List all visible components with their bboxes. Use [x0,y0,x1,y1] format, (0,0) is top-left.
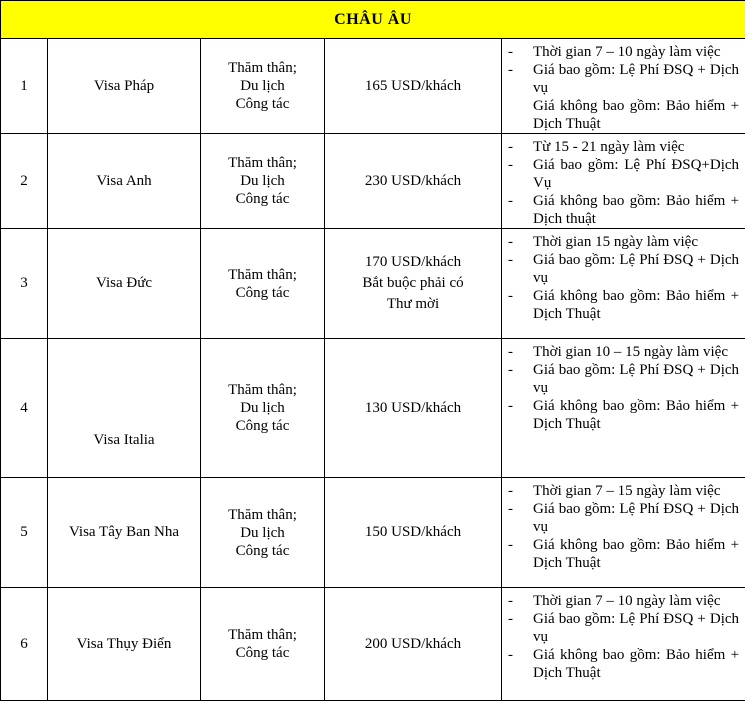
visa-notes [502,134,745,229]
bullet-dash: - [506,361,533,397]
row-number: 2 [1,134,48,229]
visa-name: Visa Tây Ban Nha [48,478,201,588]
notes-item [506,397,739,433]
notes-item [506,61,739,97]
notes-item [506,536,739,572]
purpose-line: Công tác [201,542,324,560]
notes-text: Giá không bao gồm: Bảo hiểm + Dịch Thuật [533,97,739,133]
purpose-line: Thăm thân; [201,59,324,77]
purpose-line: Du lịch [201,399,324,417]
visa-name: Visa Anh [48,134,201,229]
notes-text: Thời gian 7 – 10 ngày làm việc [533,592,739,610]
visa-price [325,339,502,478]
purpose-line: Thăm thân; [201,506,324,524]
notes-list [506,134,739,228]
visa-price [325,478,502,588]
price-line: 200 USD/khách [325,634,501,655]
bullet-dash: - [506,192,533,228]
notes-item [506,646,739,682]
price-line: 165 USD/khách [325,76,501,97]
bullet-dash [506,97,533,133]
row-number: 4 [1,339,48,478]
bullet-dash: - [506,287,533,323]
purpose-line: Thăm thân; [201,626,324,644]
price-line: Thư mời [325,294,501,315]
purpose-line: Thăm thân; [201,154,324,172]
notes-text: Giá bao gồm: Lệ Phí ĐSQ + Dịch vụ [533,61,739,97]
row-number: 5 [1,478,48,588]
bullet-dash: - [506,610,533,646]
notes-text: Giá bao gồm: Lệ Phí ĐSQ + Dịch vụ [533,361,739,397]
price-line: 230 USD/khách [325,171,501,192]
notes-text: Giá bao gồm: Lệ Phí ĐSQ + Dịch vụ [533,610,739,646]
purpose-line: Du lịch [201,524,324,542]
price-line: 130 USD/khách [325,398,501,419]
purpose-line: Du lịch [201,172,324,190]
notes-item [506,43,739,61]
price-line: 170 USD/khách [325,252,501,273]
notes-text: Giá không bao gồm: Bảo hiểm + Dịch Thuật [533,397,739,433]
visa-name: Visa Thụy Điển [48,588,201,701]
notes-text: Thời gian 15 ngày làm việc [533,233,739,251]
notes-item [506,287,739,323]
notes-item [506,156,739,192]
purpose-line: Du lịch [201,77,324,95]
table-row [1,229,745,339]
visa-notes [502,39,745,134]
notes-text: Giá không bao gồm: Bảo hiểm + Dịch Thuật [533,536,739,572]
purpose-line: Công tác [201,95,324,113]
bullet-dash: - [506,397,533,433]
visa-purpose [201,229,325,339]
notes-item [506,233,739,251]
row-number: 3 [1,229,48,339]
bullet-dash: - [506,500,533,536]
row-number: 6 [1,588,48,701]
table-row [1,478,745,588]
notes-text: Thời gian 10 – 15 ngày làm việc [533,343,739,361]
section-title: CHÂU ÂU [1,1,745,39]
visa-name: Visa Pháp [48,39,201,134]
notes-list [506,478,739,572]
notes-list [506,339,739,433]
visa-purpose [201,339,325,478]
notes-item [506,592,739,610]
bullet-dash: - [506,138,533,156]
notes-item [506,192,739,228]
bullet-dash: - [506,156,533,192]
visa-notes [502,478,745,588]
visa-purpose [201,478,325,588]
bullet-dash: - [506,536,533,572]
notes-text: Giá không bao gồm: Bảo hiểm + Dịch thuật [533,192,739,228]
row-number: 1 [1,39,48,134]
visa-price [325,229,502,339]
notes-item [506,97,739,133]
visa-name: Visa Italia [48,339,201,478]
visa-purpose [201,134,325,229]
bullet-dash: - [506,592,533,610]
bullet-dash: - [506,233,533,251]
table-row [1,134,745,229]
price-line: 150 USD/khách [325,522,501,543]
notes-text: Giá bao gồm: Lệ Phí ĐSQ+Dịch Vụ [533,156,739,192]
visa-purpose [201,39,325,134]
notes-text: Thời gian 7 – 15 ngày làm việc [533,482,739,500]
bullet-dash: - [506,646,533,682]
visa-purpose [201,588,325,701]
visa-name: Visa Đức [48,229,201,339]
table-row [1,39,745,134]
table-header-row [1,1,745,39]
visa-price [325,39,502,134]
visa-notes [502,339,745,478]
bullet-dash: - [506,251,533,287]
purpose-line: Công tác [201,644,324,662]
notes-item [506,251,739,287]
notes-item [506,610,739,646]
notes-item [506,138,739,156]
table-row [1,339,745,478]
price-line: Bắt buộc phải có [325,273,501,294]
purpose-line: Công tác [201,284,324,302]
bullet-dash: - [506,482,533,500]
visa-notes [502,229,745,339]
notes-item [506,361,739,397]
notes-text: Từ 15 - 21 ngày làm việc [533,138,739,156]
bullet-dash: - [506,43,533,61]
table-row [1,588,745,701]
notes-text: Thời gian 7 – 10 ngày làm việc [533,43,739,61]
notes-list [506,39,739,133]
bullet-dash: - [506,61,533,97]
visa-notes [502,588,745,701]
notes-item [506,482,739,500]
notes-text: Giá bao gồm: Lệ Phí ĐSQ + Dịch vụ [533,500,739,536]
purpose-line: Công tác [201,417,324,435]
purpose-line: Thăm thân; [201,266,324,284]
bullet-dash: - [506,343,533,361]
notes-list [506,588,739,682]
notes-item [506,500,739,536]
notes-item [506,343,739,361]
purpose-line: Thăm thân; [201,381,324,399]
notes-text: Giá không bao gồm: Bảo hiểm + Dịch Thuật [533,287,739,323]
notes-list [506,229,739,323]
notes-text: Giá không bao gồm: Bảo hiểm + Dịch Thuật [533,646,739,682]
purpose-line: Công tác [201,190,324,208]
visa-price [325,588,502,701]
visa-price [325,134,502,229]
notes-text: Giá bao gồm: Lệ Phí ĐSQ + Dịch vụ [533,251,739,287]
